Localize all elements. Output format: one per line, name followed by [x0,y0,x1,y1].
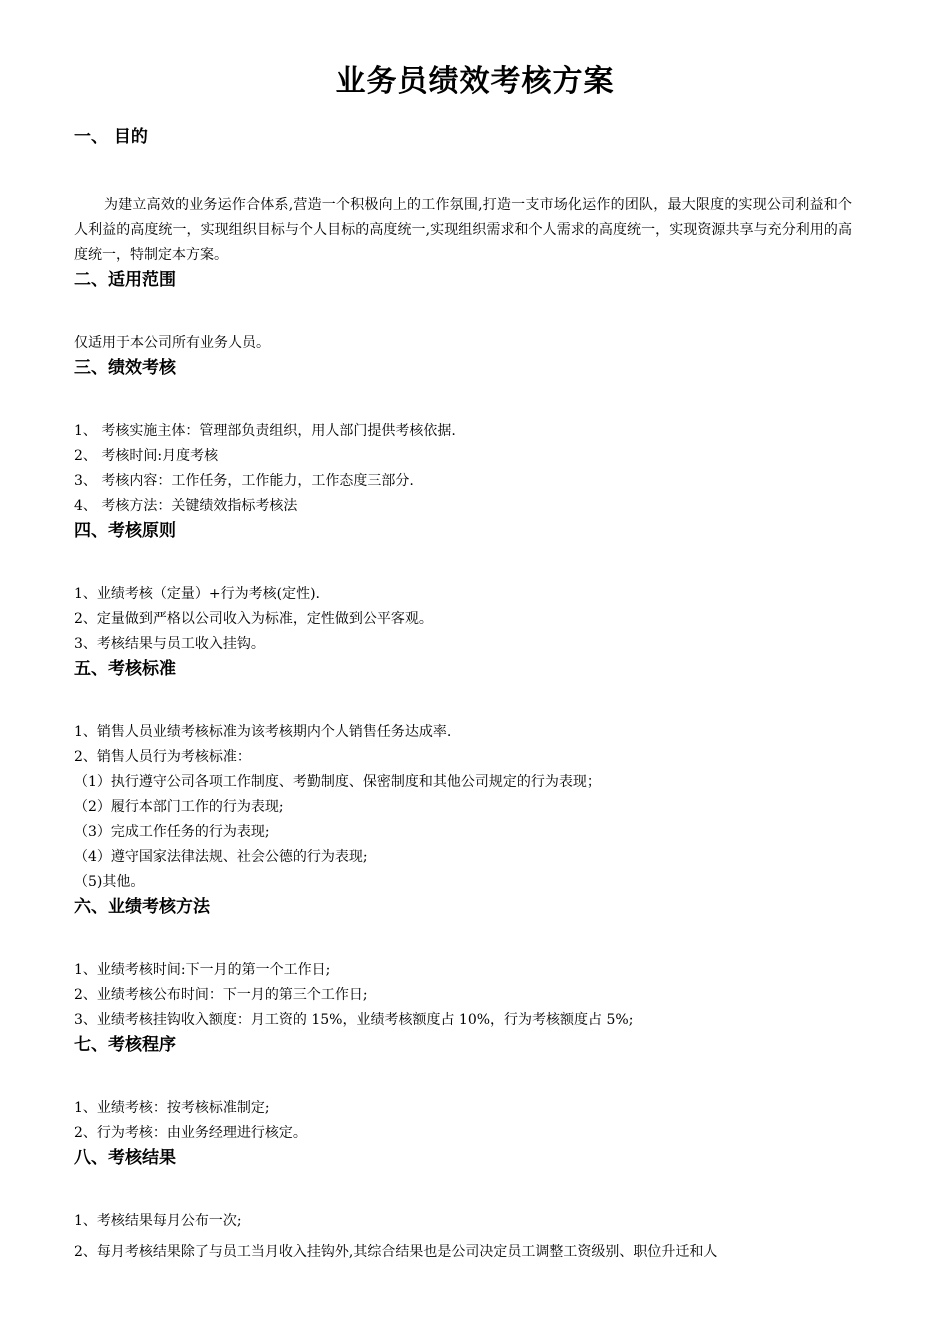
list-item: （1）执行遵守公司各项工作制度、考勤制度、保密制度和其他公司规定的行为表现； [74,774,601,790]
section-heading-standards: 五、考核标准 [74,659,176,679]
list-item: 3、考核结果与员工收入挂钩。 [74,636,265,652]
list-item: 3、 考核内容：工作任务，工作能力，工作态度三部分. [74,473,414,489]
list-item: 2、 考核时间:月度考核 [74,448,219,464]
section-heading-performance-review: 三、绩效考核 [74,358,176,378]
list-item: 1、考核结果每月公布一次; [74,1213,242,1229]
section-heading-principles: 四、考核原则 [74,521,176,541]
list-item: 2、每月考核结果除了与员工当月收入挂钩外,其综合结果也是公司决定员工调整工资级别、职位升迁和人 [74,1244,718,1260]
list-item: 1、 考核实施主体：管理部负责组织，用人部门提供考核依据. [74,423,456,439]
list-item: 1、销售人员业绩考核标准为该考核期内个人销售任务达成率. [74,724,452,740]
section-heading-procedure: 七、考核程序 [74,1035,176,1055]
list-item: （2）履行本部门工作的行为表现; [74,799,284,815]
document-title: 业务员绩效考核方案 [335,64,615,99]
list-item: 1、业绩考核（定量）+行为考核(定性). [74,586,321,602]
section-heading-purpose: 一、 目的 [74,127,148,147]
list-item: 1、业绩考核：按考核标准制定; [74,1100,270,1116]
section-heading-scope: 二、适用范围 [74,270,176,290]
section-heading-performance-method: 六、业绩考核方法 [74,897,210,917]
list-item: 1、业绩考核时间:下一月的第一个工作日; [74,962,331,978]
list-item: 2、业绩考核公布时间：下一月的第三个工作日; [74,987,368,1003]
section-heading-results: 八、考核结果 [74,1148,176,1168]
list-item: （4）遵守国家法律法规、社会公德的行为表现; [74,849,368,865]
list-item: 2、销售人员行为考核标准： [74,749,251,765]
purpose-paragraph: 为建立高效的业务运作合体系,营造一个积极向上的工作氛围,打造一支市场化运作的团队，最大限度的实现公司利益和个人利益的高度统一，实现组织目标与个人目标的高度统一,实现组织需求和个人需求的高度统一，实现资源共享与充分利用的高度统一，特制定本方案。 [74,197,852,263]
list-item: （3）完成工作任务的行为表现; [74,824,270,840]
list-item: 3、业绩考核挂钩收入额度：月工资的 15%，业绩考核额度占 10%，行为考核额度占 5%; [74,1012,634,1028]
scope-line: 仅适用于本公司所有业务人员。 [74,335,270,351]
list-item: 4、 考核方法：关键绩效指标考核法 [74,498,298,514]
list-item: 2、行为考核：由业务经理进行核定。 [74,1125,307,1141]
list-item: （5)其他。 [74,874,145,890]
list-item: 2、定量做到严格以公司收入为标准，定性做到公平客观。 [74,611,433,627]
